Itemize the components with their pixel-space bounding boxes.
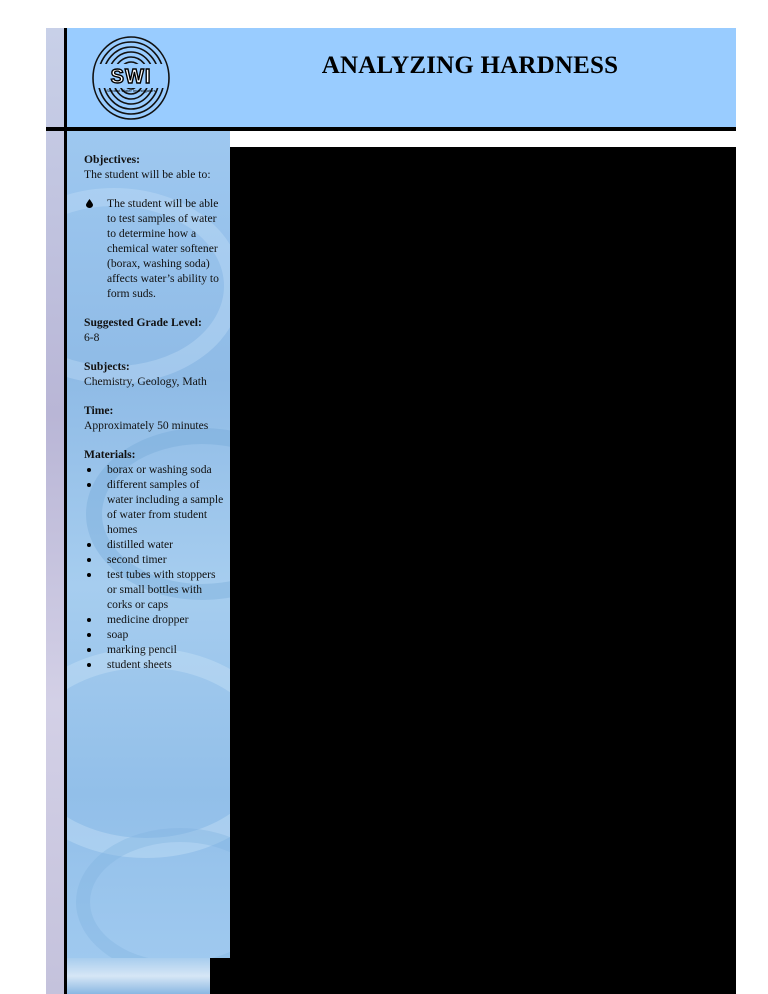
bullet-icon [87, 663, 91, 667]
material-text: soap [107, 628, 129, 641]
material-text: distilled water [107, 538, 174, 551]
bullet-icon [87, 543, 91, 547]
fingerprint-logo-icon [88, 34, 174, 122]
material-text: different samples of water including a sample of water from student homes [107, 478, 224, 536]
list-item [84, 477, 224, 537]
materials-section [84, 447, 224, 672]
list-item [84, 657, 224, 672]
bullet-icon [87, 648, 91, 652]
bullet-icon [87, 558, 91, 562]
swi-logo [88, 34, 174, 122]
list-item [84, 537, 224, 552]
objectives-intro: The student will be able to: [84, 168, 211, 181]
page-title: ANALYZING HARDNESS [321, 52, 619, 79]
objectives-section [84, 152, 224, 301]
list-item [84, 627, 224, 642]
bullet-icon [87, 483, 91, 487]
svg-text:SWI: SWI [110, 66, 152, 88]
materials-heading: Materials: [84, 448, 136, 461]
bullet-icon [87, 573, 91, 577]
list-item [84, 567, 224, 612]
subjects-value: Chemistry, Geology, Math [84, 375, 207, 388]
grade-heading: Suggested Grade Level: [84, 316, 202, 329]
grade-section [84, 315, 224, 345]
material-text: medicine dropper [107, 613, 189, 626]
objective-text: The student will be able to test samples of water to determine how a chemical water softener (borax, washing soda) affects water’s ability to form suds. [107, 197, 219, 300]
list-item [84, 462, 224, 477]
list-item [84, 642, 224, 657]
list-item [84, 552, 224, 567]
sidebar-content [84, 152, 224, 686]
material-text: second timer [107, 553, 167, 566]
material-text: student sheets [107, 658, 172, 671]
objectives-list [84, 196, 224, 301]
time-value: Approximately 50 minutes [84, 419, 209, 432]
list-item [84, 196, 224, 301]
material-text: borax or washing soda [107, 463, 212, 476]
material-text: marking pencil [107, 643, 177, 656]
time-section [84, 403, 224, 433]
vertical-rule [64, 28, 67, 994]
objectives-heading: Objectives: [84, 153, 141, 166]
materials-list [84, 462, 224, 672]
left-margin-strip [46, 28, 66, 994]
svg-text:Student Water Investigators: Student Water Investigators [106, 88, 156, 93]
redacted-main-area [230, 147, 736, 994]
horizontal-rule [46, 127, 736, 131]
subjects-section [84, 359, 224, 389]
list-item [84, 612, 224, 627]
redacted-bottom-area [210, 958, 736, 994]
bullet-icon [87, 633, 91, 637]
time-heading: Time: [84, 404, 114, 417]
bullet-icon [87, 618, 91, 622]
material-text: test tubes with stoppers or small bottles with corks or caps [107, 568, 216, 611]
grade-value: 6-8 [84, 331, 100, 344]
subjects-heading: Subjects: [84, 360, 130, 373]
sidebar-bottom-strip [66, 958, 210, 994]
droplet-bullet-icon [86, 199, 93, 208]
bullet-icon [87, 468, 91, 472]
